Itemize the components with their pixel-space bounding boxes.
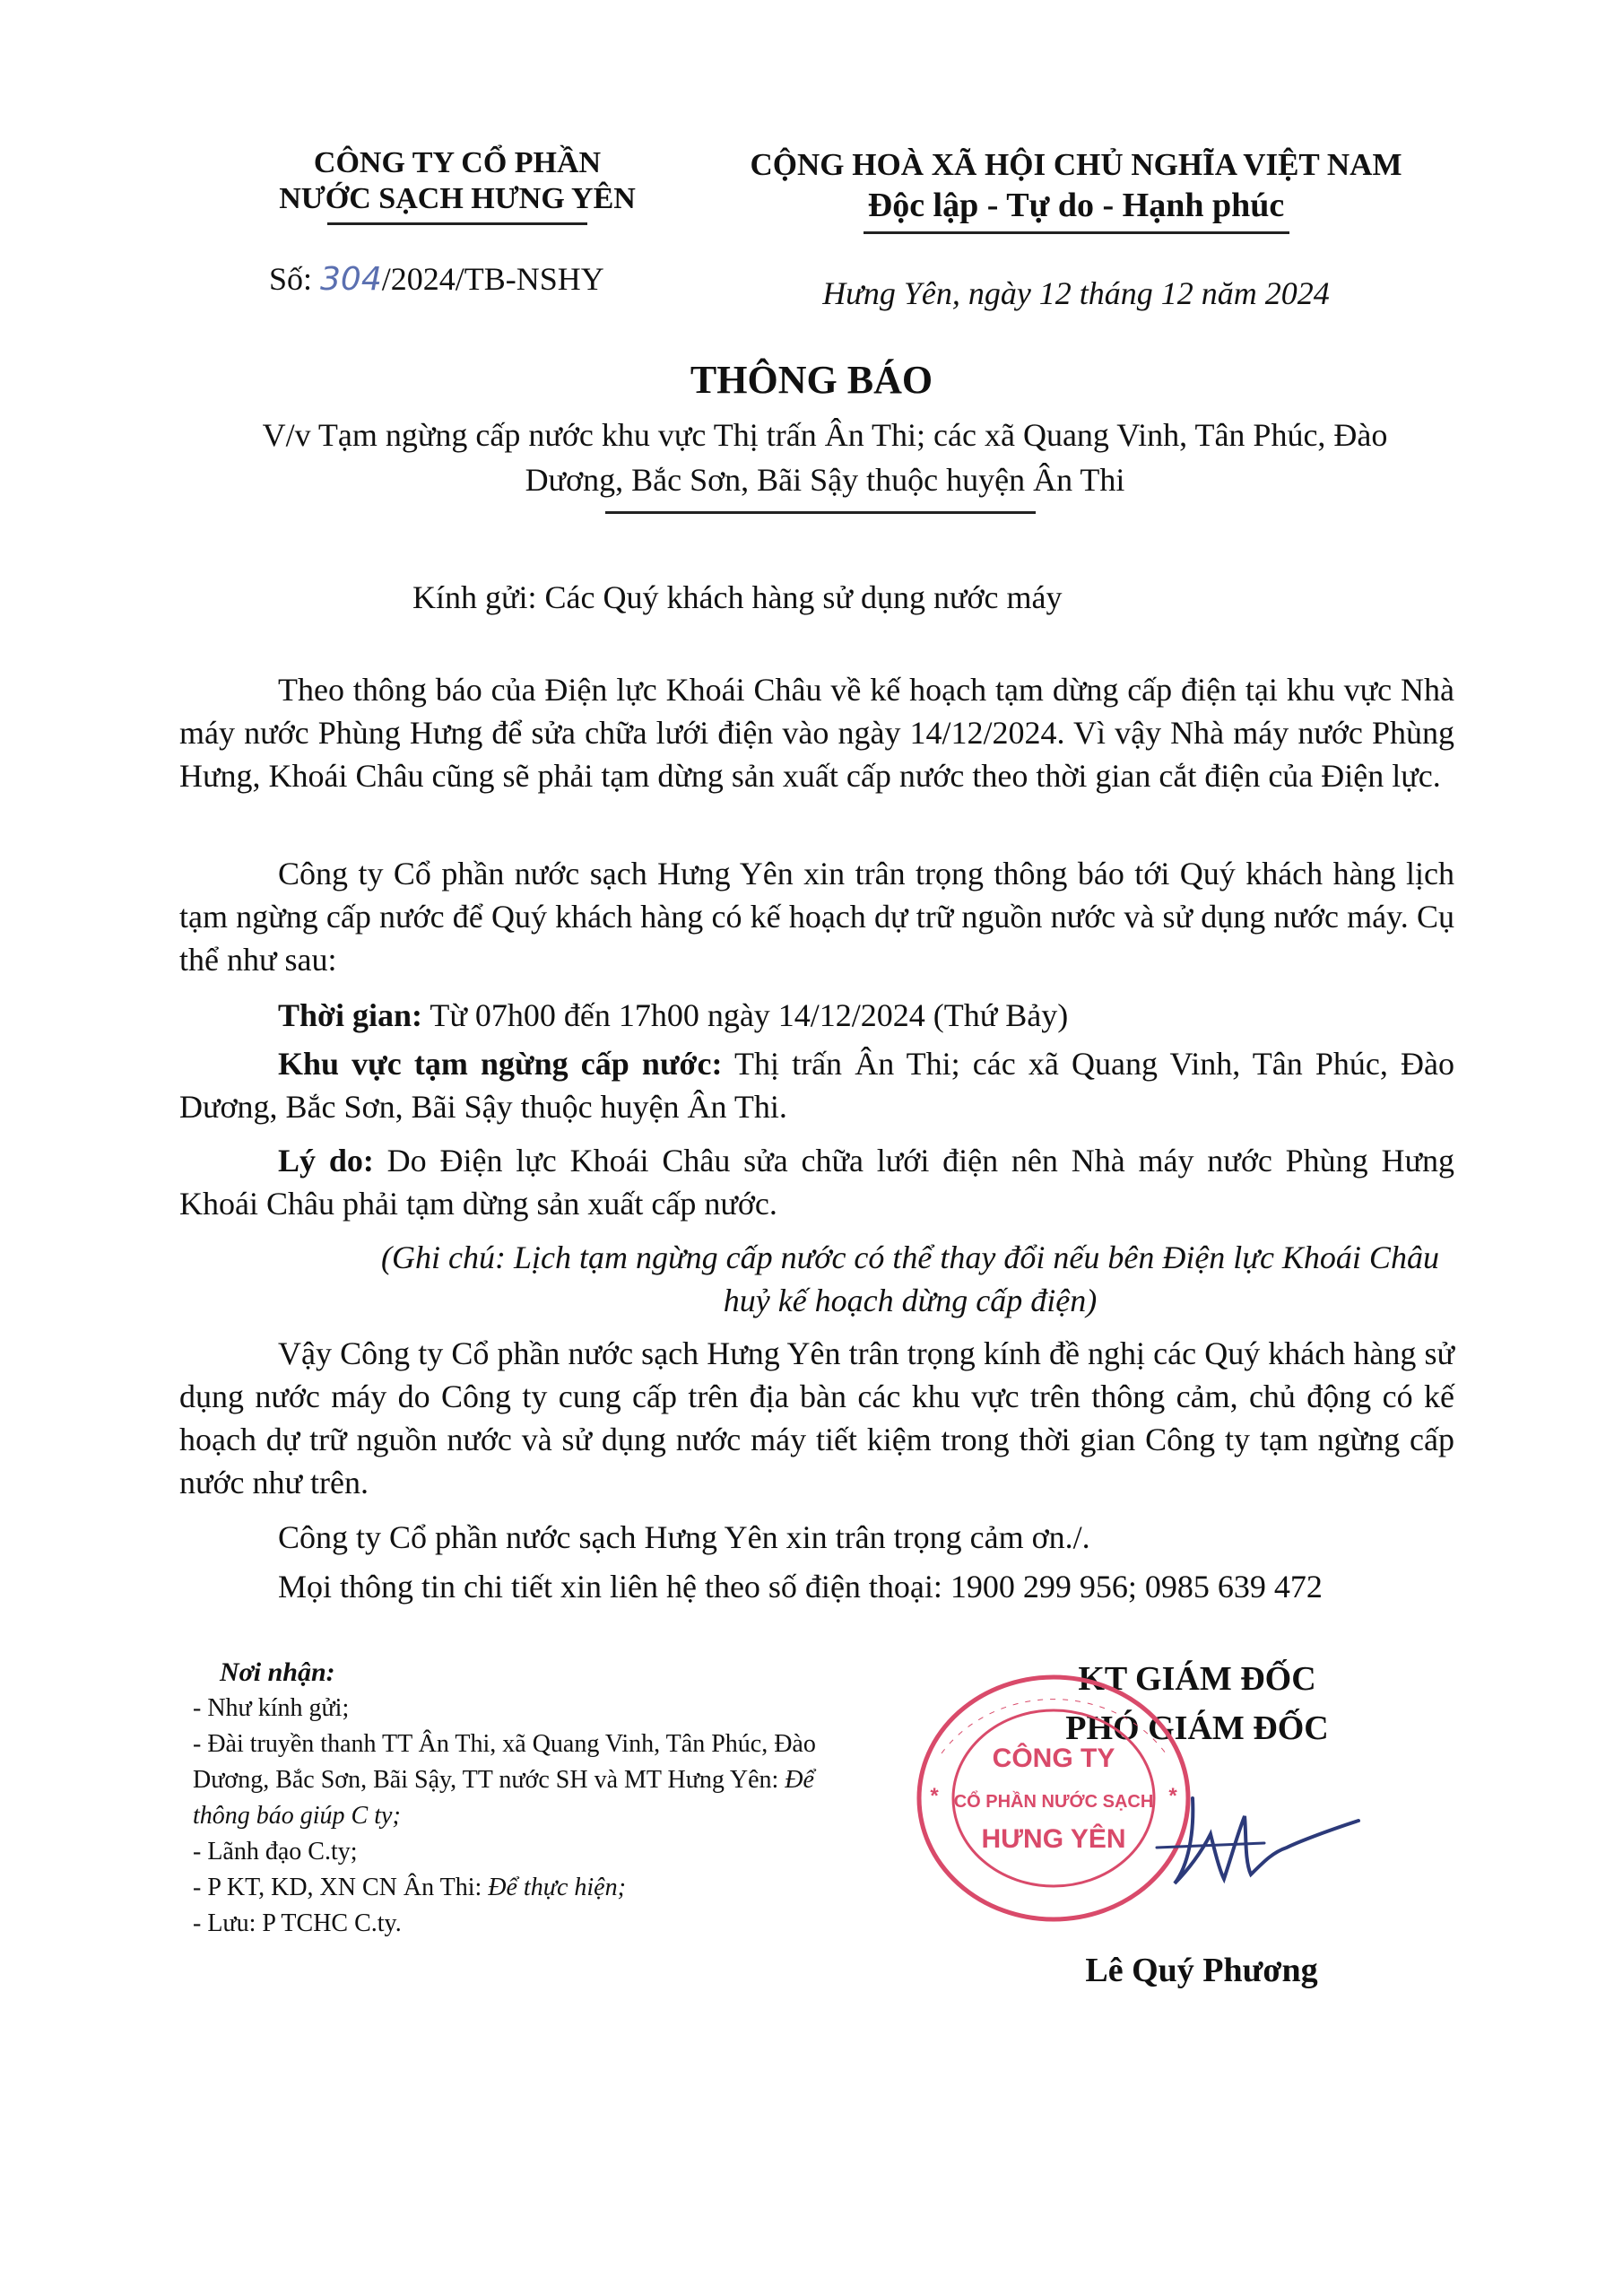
note: (Ghi chú: Lịch tạm ngừng cấp nước có thể thay đổi nếu bên Điện lực Khoái Châu huỷ kế hoạch dừng cấp điện) [381,1239,1439,1318]
recipient-item-text: - P KT, KD, XN CN Ân Thi: [193,1874,489,1901]
paragraph-3: Vậy Công ty Cổ phần nước sạch Hưng Yên trân trọng kính đề nghị các Quý khách hàng sử dụng nước máy do Công ty cung cấp trên địa bàn các khu vực trên thông cảm, chủ động có kế hoạch dự trữ nguồn nước và sử dụng nước máy tiết kiệm trong thời gian Công ty tạm ngừng cấp nước như trên. [179,1335,1454,1500]
organization-line-2: NƯỚC SẠCH HƯNG YÊN [279,182,636,215]
recipient-item [193,1870,820,1906]
recipient-item: - Như kính gửi; [193,1694,350,1722]
signer-position: PHÓ GIÁM ĐỐC [1065,1709,1329,1747]
national-heading [722,145,1430,234]
reason-line [179,1139,1454,1225]
organization-line-1: CÔNG TY CỔ PHẦN [313,146,602,179]
recipient-item-purpose: Để thông báo giúp C ty; [193,1766,814,1830]
time-line [278,994,1068,1037]
paragraph-1: Theo thông báo của Điện lực Khoái Châu về kế hoạch tạm dừng cấp điện tại khu vực Nhà máy nước Phùng Hưng để sửa chữa lưới điện vào ngày 14/12/2024. Vì vậy Nhà máy nước Phùng Hưng, Khoái Châu cũng sẽ phải tạm dừng sản xuất cấp nước theo thời gian cắt điện của Điện lực. [179,672,1454,794]
doc-no-handwritten: 304 [320,261,382,298]
doc-no-suffix: /2024/TB-NSHY [381,261,604,297]
area-label: Khu vực tạm ngừng cấp nước: [278,1046,723,1082]
recipient-item [193,1726,820,1834]
paragraph-2: Công ty Cổ phần nước sạch Hưng Yên xin trân trọng thông báo tới Quý khách hàng lịch tạm ngừng cấp nước để Quý khách hàng có kế hoạch dự trữ nguồn nước và sử dụng nước máy. Cụ thể như sau: [179,856,1454,978]
nation-motto: Độc lập - Tự do - Hạnh phúc [867,187,1285,224]
recipients-list [193,1655,820,1942]
recipient-item-purpose: Để thực hiện; [488,1874,626,1901]
organization-block [215,145,699,225]
recipient-item: - Lãnh đạo C.ty; [193,1838,358,1866]
reason-label: Lý do: [278,1143,374,1178]
document-subject [197,413,1453,502]
stamp-line-1: CÔNG TY [992,1744,1115,1773]
signer-name: Lê Quý Phương [1085,1952,1318,1989]
subject-line-1: V/v Tạm ngừng cấp nước khu vực Thị trấn Ân Thi; các xã Quang Vinh, Tân Phúc, Đào [262,417,1388,453]
reason-value: Do Điện lực Khoái Châu sửa chữa lưới điện nên Nhà máy nước Phùng Hưng Khoái Châu phải tạm dừng sản xuất cấp nước. [179,1143,1454,1222]
subject-underline [605,511,1036,514]
document-date: Hưng Yên, ngày 12 tháng 12 năm 2024 [822,275,1330,311]
doc-no-prefix: Số: [269,261,321,297]
document-number [269,260,604,298]
area-line [179,1042,1454,1128]
stamp-line-2: CỔ PHẦN NƯỚC SẠCH [953,1792,1154,1812]
organization-underline [327,222,587,225]
thanks-line: Công ty Cổ phần nước sạch Hưng Yên xin trân trọng cảm ơn./. [278,1519,1090,1555]
addressee: Kính gửi: Các Quý khách hàng sử dụng nước máy [412,579,1063,615]
recipient-item: - Lưu: P TCHC C.ty. [193,1909,402,1937]
stamp-star-icon: * [930,1784,939,1808]
nation-name: CỘNG HOÀ XÃ HỘI CHỦ NGHĨA VIỆT NAM [750,147,1402,182]
recipients-title: Nơi nhận: [220,1657,335,1687]
contact-line: Mọi thông tin chi tiết xin liên hệ theo số điện thoại: 1900 299 956; 0985 639 472 [278,1569,1323,1605]
recipient-item-text: - Đài truyền thanh TT Ân Thi, xã Quang Vinh, Tân Phúc, Đào Dương, Bắc Sơn, Bãi Sậy, TT nước SH và MT Hưng Yên: [193,1730,816,1794]
stamp-star-icon: * [1168,1784,1177,1808]
handwritten-signature [1139,1780,1372,1906]
area-value: Thị trấn Ân Thi; các xã Quang Vinh, Tân Phúc, Đào Dương, Bắc Sơn, Bãi Sậy thuộc huyện Ân Thi. [179,1046,1454,1125]
signer-authority: KT GIÁM ĐỐC [1078,1660,1316,1698]
stamp-line-3: HƯNG YÊN [981,1824,1126,1854]
time-value: Từ 07h00 đến 17h00 ngày 14/12/2024 (Thứ Bảy) [421,997,1069,1033]
document-title: THÔNG BÁO [690,358,933,402]
time-label: Thời gian: [278,997,422,1033]
motto-underline [864,231,1289,234]
subject-line-2: Dương, Bắc Sơn, Bãi Sậy thuộc huyện Ân Thi [525,462,1125,498]
